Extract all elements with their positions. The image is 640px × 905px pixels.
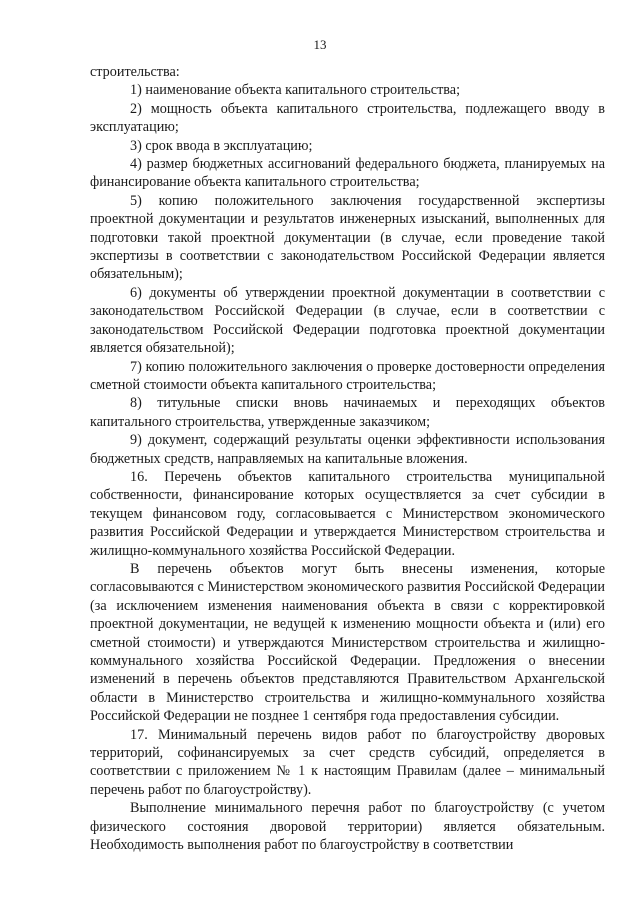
list-item: 5) копию положительного заключения государственной экспертизы проектной документации и результатов инженерных изысканий, выполненных для подготовки такой проектной документации (в случае, если проведение такой экспертизы в соответствии с законодательством Российской Федерации является обязательным); bbox=[90, 192, 605, 283]
list-item: 1) наименование объекта капитального строительства; bbox=[130, 82, 461, 99]
list-item: 3) срок ввода в эксплуатацию; bbox=[130, 137, 313, 154]
list-item: 6) документы об утверждении проектной документации в соответствии с законодательством Российской Федерации (в случае, если в соответствии с законодательством Российской Федерации подготовка проектной документации является обязательной); bbox=[90, 284, 605, 357]
page-number: 13 bbox=[313, 37, 327, 52]
paragraph: В перечень объектов могут быть внесены изменения, которые согласовываются с Министерством экономического развития Российской Федерации (за исключением изменения наименования объекта в связи с корректировкой проектной документации, не ведущей к изменению мощности объекта и (или) его сметной стоимости) и утверждаются Министерством строительства и жилищно-коммунального хозяйства Российской Федерации. Предложения о внесении изменений в перечень объектов представляются Правительством Архангельской области в Министерство строительства и жилищно-коммунального хозяйства Российской Федерации не позднее 1 сентября года предоставления субсидии. bbox=[90, 560, 605, 725]
list-item: 8) титульные списки вновь начинаемых и переходящих объектов капитального строительства, утвержденные заказчиком; bbox=[90, 395, 605, 430]
paragraph: строительства: bbox=[90, 64, 180, 80]
list-item: 4) размер бюджетных ассигнований федерального бюджета, планируемых на финансирование объекта капитального строительства; bbox=[90, 156, 605, 191]
list-item: 7) копию положительного заключения о проверке достоверности определения сметной стоимости объекта капитального строительства; bbox=[90, 358, 605, 393]
paragraph: Выполнение минимального перечня работ по благоустройству (с учетом физического состояния дворовой территории) является обязательным. Необходимость выполнения работ по благоустройству в соответствии bbox=[90, 800, 605, 854]
list-item: 9) документ, содержащий результаты оценки эффективности использования бюджетных средств, направляемых на капитальные вложения. bbox=[90, 432, 605, 467]
list-item: 2) мощность объекта капитального строительства, подлежащего вводу в эксплуатацию; bbox=[90, 100, 605, 136]
document-body bbox=[90, 63, 605, 854]
paragraph-17: 17. Минимальный перечень видов работ по благоустройству дворовых территорий, софинансируемых за счет средств субсидий, определяется в соответствии с приложением № 1 к настоящим Правилам (далее – минимальный перечень работ по благоустройству). bbox=[90, 726, 605, 798]
paragraph-16: 16. Перечень объектов капитального строительства муниципальной собственности, финансирование которых осуществляется за счет субсидии в текущем финансовом году, согласовывается с Министерством экономического развития Российской Федерации и утверждается Министерством строительства и жилищно-коммунального хозяйства Российской Федерации. bbox=[90, 468, 605, 559]
